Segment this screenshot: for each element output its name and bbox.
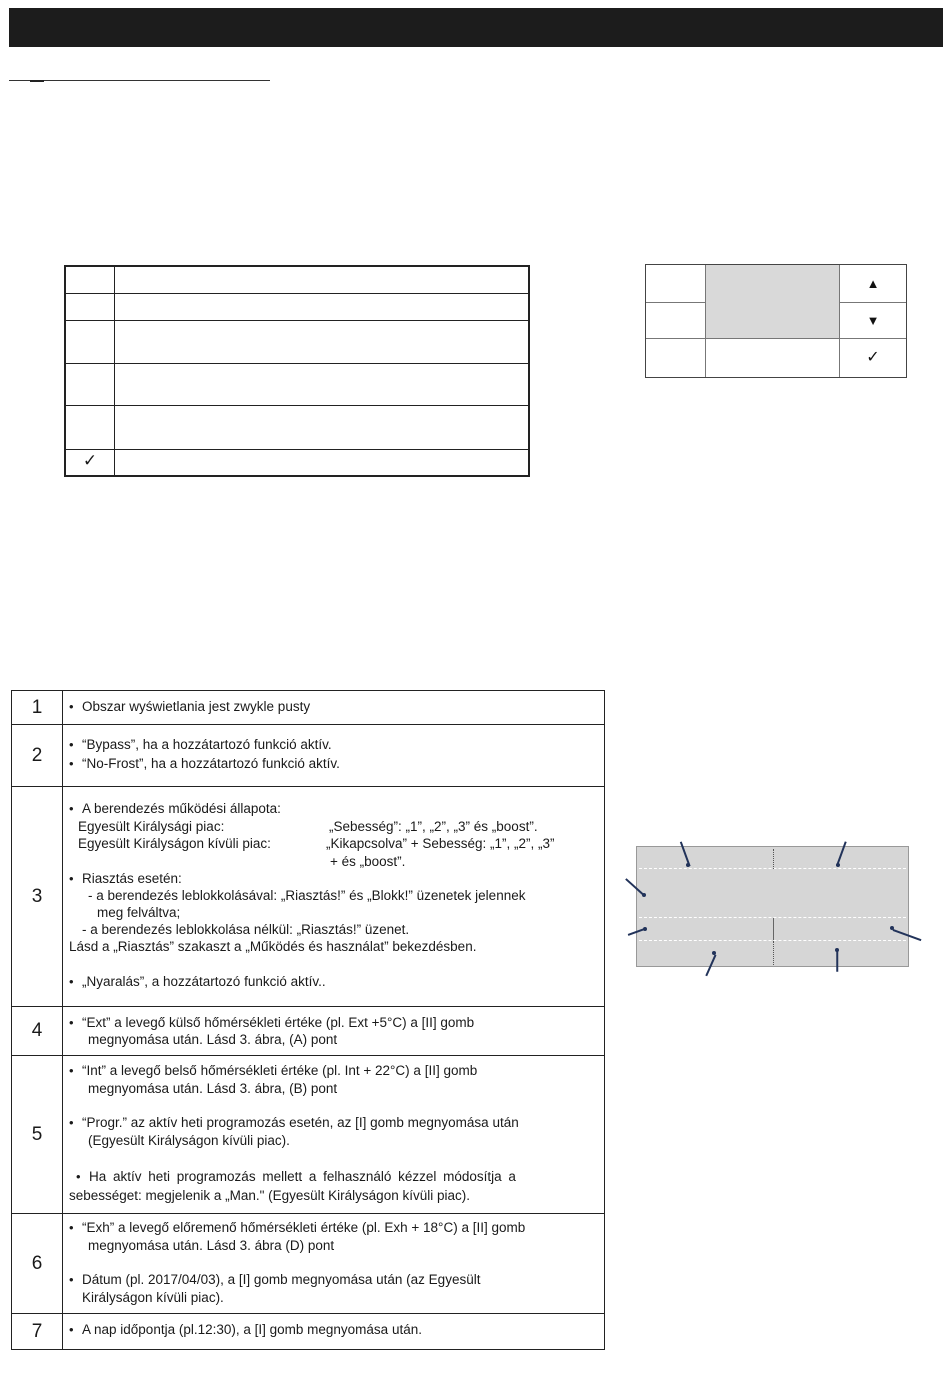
row-text: megnyomása után. Lásd 3. ábra (D) pont <box>88 1238 335 1253</box>
callout-line <box>836 950 838 972</box>
table-row <box>12 691 604 725</box>
display-divider <box>773 941 774 965</box>
row-text: • “No-Frost”, ha a hozzátartozó funkció aktív. <box>82 755 340 773</box>
key-table-rule <box>66 320 528 321</box>
row-text: (Egyesült Királyságon kívüli piac). <box>88 1133 290 1148</box>
row-text: • A berendezés működési állapota: <box>82 800 281 818</box>
table-row <box>12 1314 604 1349</box>
key-table-divider <box>114 267 115 475</box>
row-text: Lásd a „Riasztás” szakaszt a „Működés és használat” bekezdésben. <box>69 939 477 954</box>
callout-dot <box>712 951 716 955</box>
row-text: • A nap időpontja (pl.12:30), a [I] gomb megnyomása után. <box>82 1321 422 1339</box>
panel-rule <box>646 302 705 303</box>
callout-dot <box>642 893 646 897</box>
row-text: megnyomása után. Lásd 3. ábra, (A) pont <box>88 1032 338 1047</box>
row-text: megnyomása után. Lásd 3. ábra, (B) pont <box>88 1081 338 1096</box>
table-row <box>12 787 604 1007</box>
row-text: Egyesült Királyságon kívüli piac: <box>78 836 271 851</box>
row-text: Királyságon kívüli piac). <box>82 1290 224 1305</box>
confirm-check-icon[interactable]: ✓ <box>866 349 880 366</box>
callout-dot <box>643 927 647 931</box>
section-underline <box>9 80 270 81</box>
display-layout-figure <box>636 846 909 967</box>
table-row <box>12 1214 604 1314</box>
table-row <box>12 1056 604 1214</box>
row-text: - a berendezés leblokkolásával: „Riasztás!” és „Blokk!” üzenetek jelennek <box>88 888 526 903</box>
row-text: „Kikapcsolva” + Sebesség: „1”, „2”, „3” <box>326 836 555 851</box>
row-text: • “Int” a levegő belső hőmérsékleti értéke (pl. Int + 22°C) a [II] gomb <box>82 1062 477 1080</box>
row-text: • “Bypass”, ha a hozzátartozó funkció aktív. <box>82 736 332 754</box>
key-legend-table <box>64 265 530 477</box>
panel-divider <box>705 265 706 377</box>
check-icon: ✓ <box>82 451 98 470</box>
row-number: 7 <box>12 1314 63 1349</box>
row-text: • „Nyaralás”, a hozzátartozó funkció aktív.. <box>82 973 326 991</box>
row-text: meg felváltva; <box>97 905 181 920</box>
panel-display <box>706 265 840 338</box>
row-text: - a berendezés leblokkolása nélkül: „Riasztás!” üzenet. <box>82 922 410 937</box>
row-text: • Obszar wyświetlania jest zwykle pusty <box>82 698 310 716</box>
control-panel-figure <box>645 264 907 378</box>
display-divider <box>773 918 774 940</box>
row-text: Egyesült Királysági piac: <box>78 819 225 834</box>
row-number: 3 <box>12 787 63 1006</box>
row-number: 6 <box>12 1214 63 1313</box>
row-number: 5 <box>12 1056 63 1213</box>
callout-dot <box>835 948 839 952</box>
key-table-rule <box>66 363 528 364</box>
key-table-rule <box>66 405 528 406</box>
row-text: • “Progr.” az aktív heti programozás esetén, az [I] gomb megnyomása után <box>82 1114 519 1132</box>
panel-rule <box>646 338 906 339</box>
row-number: 2 <box>12 725 63 786</box>
row-number: 4 <box>12 1007 63 1055</box>
row-text: sebességet: megjelenik a „Man." (Egyesült Királyságon kívüli piac). <box>69 1188 470 1203</box>
row-text: • Riasztás esetén: <box>82 870 182 888</box>
callout-dot <box>836 863 840 867</box>
down-arrow-icon[interactable]: ▼ <box>866 313 880 328</box>
row-text: • “Exh” a levegő előremenő hőmérsékleti értéke (pl. Exh + 18°C) a [II] gomb <box>82 1219 525 1237</box>
row-text: + és „boost”. <box>330 854 406 869</box>
key-table-rule <box>66 293 528 294</box>
up-arrow-icon[interactable]: ▲ <box>866 276 880 291</box>
panel-rule <box>840 302 906 303</box>
table-row <box>12 1007 604 1056</box>
callout-dot <box>890 926 894 930</box>
display-areas-table <box>11 690 605 1350</box>
row-text: • Dátum (pl. 2017/04/03), a [I] gomb megnyomása után (az Egyesült <box>82 1271 480 1289</box>
key-table-rule <box>66 449 528 450</box>
callout-dot <box>686 863 690 867</box>
row-text: • Ha aktív heti programozás mellett a felhasználó kézzel módosítja a <box>89 1168 516 1186</box>
table-row <box>12 725 604 787</box>
header-bar <box>9 8 943 47</box>
row-text: „Sebesség”: „1”, „2”, „3” és „boost”. <box>329 819 538 834</box>
row-number: 1 <box>12 691 63 724</box>
section-underline-mark <box>30 80 44 82</box>
display-divider <box>773 849 774 869</box>
row-text: • “Ext” a levegő külső hőmérsékleti értéke (pl. Ext +5°C) a [II] gomb <box>82 1014 474 1032</box>
